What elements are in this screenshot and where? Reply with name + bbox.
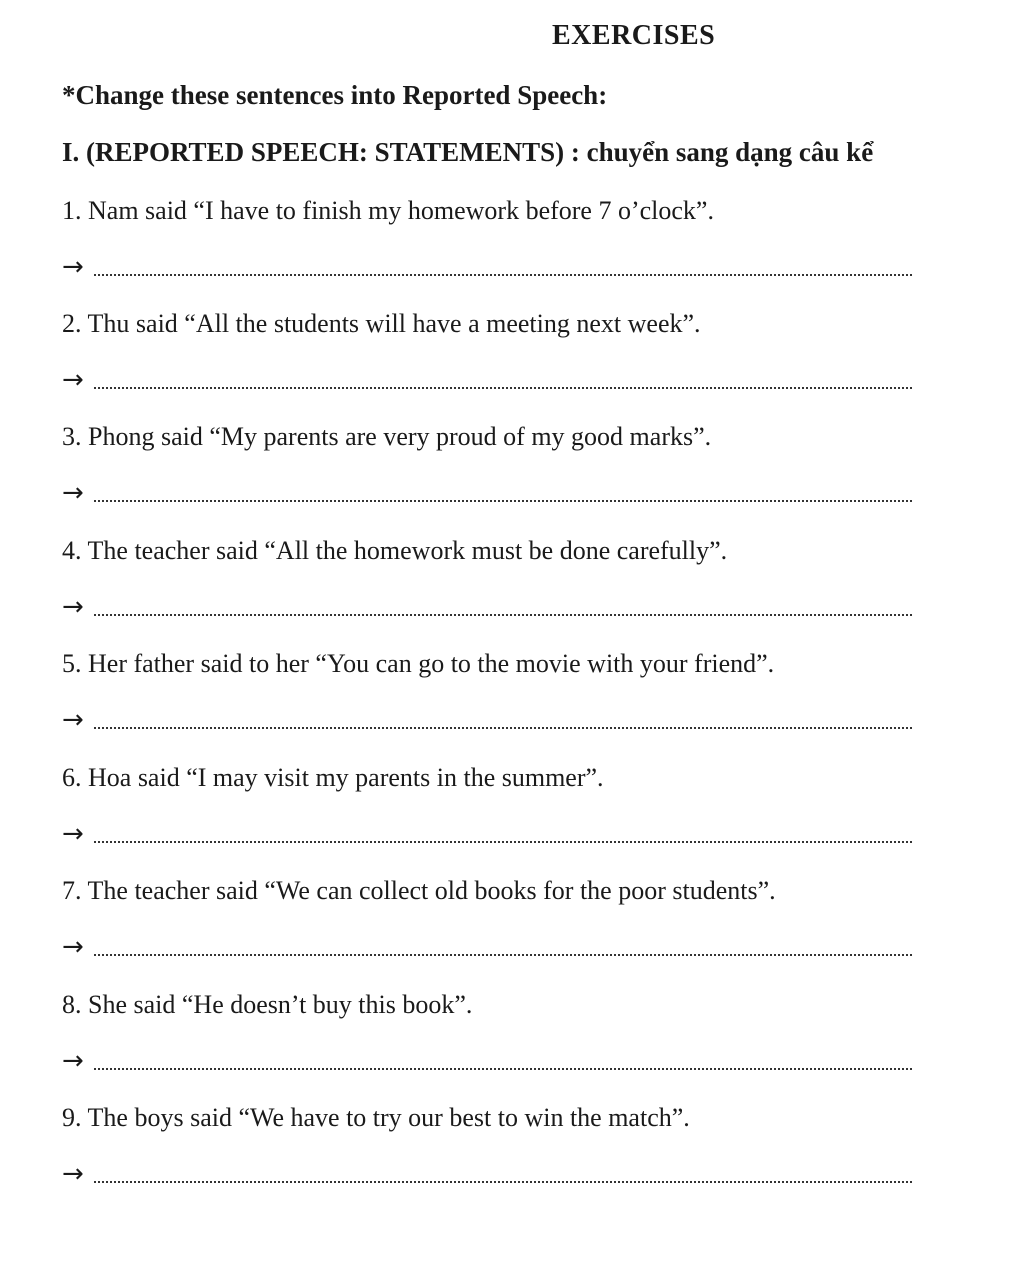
section-heading: I. (REPORTED SPEECH: STATEMENTS) : chuyển sang dạng câu kể xyxy=(62,137,874,167)
exercise-item xyxy=(62,194,912,284)
exercise-item xyxy=(62,874,912,964)
instruction-text: *Change these sentences into Reported Speech: xyxy=(62,80,608,110)
dotted-answer-blank[interactable] xyxy=(94,727,912,729)
exercise-sentence: 3. Phong said “My parents are very proud of my good marks”. xyxy=(62,422,712,451)
exercise-sentence: 7. The teacher said “We can collect old books for the poor students”. xyxy=(62,876,776,905)
exercise-item xyxy=(62,761,912,851)
answer-line[interactable] xyxy=(62,930,912,964)
exercise-item xyxy=(62,534,912,624)
dotted-answer-blank[interactable] xyxy=(94,387,912,389)
answer-line[interactable] xyxy=(62,476,912,510)
arrow-icon: → xyxy=(62,592,84,622)
arrow-icon: → xyxy=(62,252,84,282)
exercise-sentence: 8. She said “He doesn’t buy this book”. xyxy=(62,990,473,1019)
arrow-icon: → xyxy=(62,365,84,395)
exercise-sentence: 9. The boys said “We have to try our best to win the match”. xyxy=(62,1103,690,1132)
dotted-answer-blank[interactable] xyxy=(94,1181,912,1183)
exercise-sentence: 4. The teacher said “All the homework must be done carefully”. xyxy=(62,536,728,565)
answer-line[interactable] xyxy=(62,250,912,284)
exercise-item xyxy=(62,988,912,1078)
dotted-answer-blank[interactable] xyxy=(94,614,912,616)
exercise-sentence: 1. Nam said “I have to finish my homework before 7 o’clock”. xyxy=(62,196,714,225)
arrow-icon: → xyxy=(62,705,84,735)
exercise-item xyxy=(62,420,912,510)
arrow-icon: → xyxy=(62,478,84,508)
exercise-sentence: 6. Hoa said “I may visit my parents in the summer”. xyxy=(62,763,604,792)
answer-line[interactable] xyxy=(62,590,912,624)
answer-line[interactable] xyxy=(62,817,912,851)
answer-line[interactable] xyxy=(62,363,912,397)
arrow-icon: → xyxy=(62,819,84,849)
arrow-icon: → xyxy=(62,1046,84,1076)
answer-line[interactable] xyxy=(62,1044,912,1078)
arrow-icon: → xyxy=(62,1159,84,1189)
exercise-sentence: 5. Her father said to her “You can go to the movie with your friend”. xyxy=(62,649,775,678)
page-title: EXERCISES xyxy=(552,20,716,51)
exercise-item xyxy=(62,307,912,397)
dotted-answer-blank[interactable] xyxy=(94,954,912,956)
dotted-answer-blank[interactable] xyxy=(94,274,912,276)
answer-line[interactable] xyxy=(62,703,912,737)
answer-line[interactable] xyxy=(62,1157,912,1191)
dotted-answer-blank[interactable] xyxy=(94,841,912,843)
exercise-item xyxy=(62,1101,912,1191)
dotted-answer-blank[interactable] xyxy=(94,1068,912,1070)
arrow-icon: → xyxy=(62,932,84,962)
exercise-item xyxy=(62,647,912,737)
exercise-sentence: 2. Thu said “All the students will have a meeting next week”. xyxy=(62,309,701,338)
dotted-answer-blank[interactable] xyxy=(94,500,912,502)
